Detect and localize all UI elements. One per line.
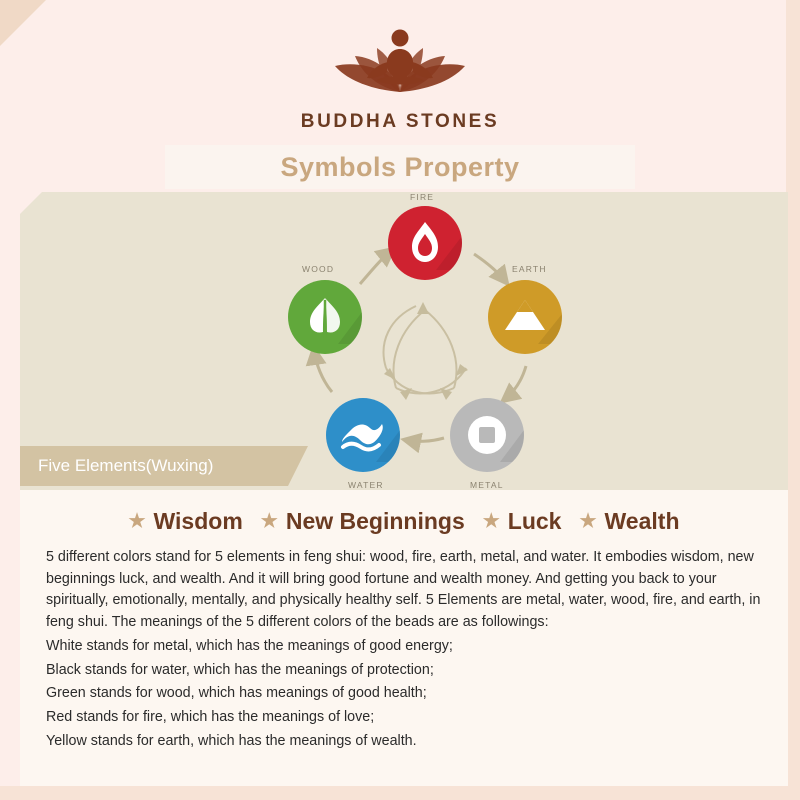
element-node-earth[interactable] [488,280,562,354]
color-meaning-metal: White stands for metal, which has the meanings of good energy; [46,637,453,654]
flame-icon [388,206,462,280]
color-meaning-wood: Green stands for wood, which has meanings of good health; [46,685,427,702]
page-header [0,0,800,132]
keyword-label: Wealth [604,508,680,534]
color-meaning-earth: Yellow stands for earth, which has the meanings of wealth. [46,732,417,749]
element-label-wood: WOOD [302,264,335,274]
color-meaning-fire: Red stands for fire, which has the meanings of love; [46,709,375,726]
page-title: Symbols Property [280,151,520,182]
title-bar [165,145,635,189]
element-label-water: WATER [348,480,384,490]
metal-ingot-icon [450,398,524,472]
color-meaning-water: Black stands for water, which has the meanings of protection; [46,661,434,678]
description-paragraph: 5 different colors stand for 5 elements in feng shui: wood, fire, earth, metal, and water. It embodies wisdom, new beginnings luck, and wealth. And it will bring good fortune and wealth money. And getting you back to your spiritually, emotionally, mentally, and physically healthy self. 5 Elements are metal, water, wood, fire, and earth, in feng shui. The meanings of the 5 different colors of the beads are as followings: [46,549,761,631]
five-elements-caption: Five Elements(Wuxing) [38,456,214,475]
element-node-wood[interactable] [288,280,362,354]
mountain-icon [488,280,562,354]
brand-name: BUDDHA STONES [300,111,500,132]
element-label-earth: EARTH [512,264,547,274]
element-node-water[interactable] [326,398,400,472]
five-elements-caption-ribbon [20,446,288,486]
keyword-row [20,490,788,535]
keyword-label: New Beginnings [285,508,465,534]
keyword-wealth [579,508,679,535]
element-label-metal: METAL [470,480,504,490]
element-label-fire: FIRE [410,192,435,202]
star-icon: ★ [579,511,597,532]
star-icon: ★ [128,511,146,532]
keyword-new-beginnings [261,508,465,535]
leaf-icon [288,280,362,354]
keyword-label: Wisdom [153,508,243,534]
keyword-luck [483,508,562,535]
keyword-label: Luck [507,508,562,534]
element-node-metal[interactable] [450,398,524,472]
edge-stripe-bottom [0,786,800,800]
lotus-meditation-icon [309,18,491,104]
brand-logo [309,18,491,109]
ribbon-tail [288,446,308,486]
panel-corner-notch [20,192,42,214]
description-section [20,490,788,786]
star-icon: ★ [260,511,278,532]
wave-icon [326,398,400,472]
five-elements-diagram [260,192,590,490]
keyword-wisdom [128,508,242,535]
star-icon: ★ [482,511,500,532]
element-node-fire[interactable] [388,206,462,280]
